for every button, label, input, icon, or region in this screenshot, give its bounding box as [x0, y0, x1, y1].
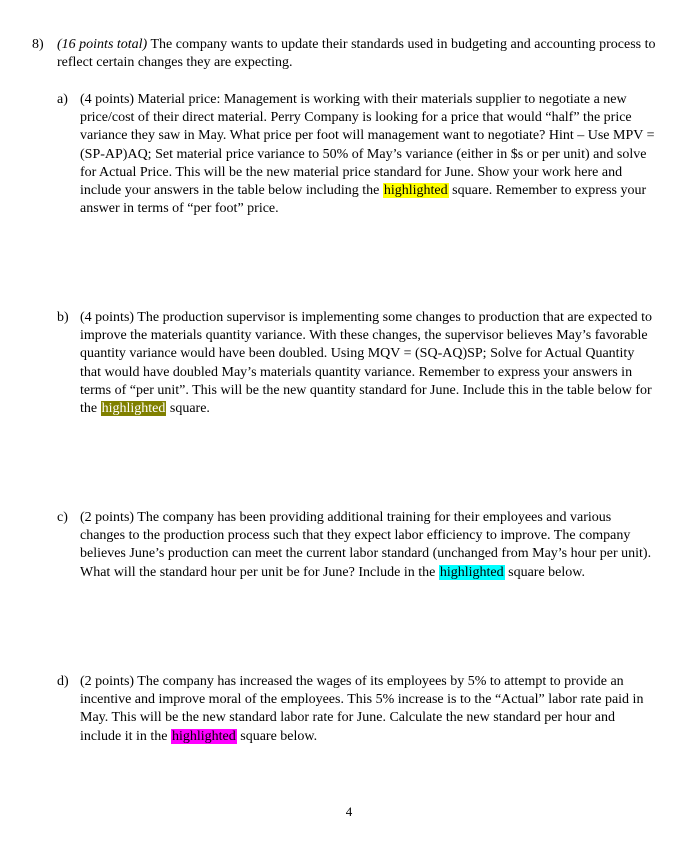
part-b-label: b) — [57, 310, 69, 325]
part-c-text-after: square below. — [504, 564, 585, 580]
part-d-label: d) — [57, 674, 69, 689]
part-c — [57, 509, 657, 582]
part-d-text-after: square below. — [236, 728, 318, 744]
part-c-label: c) — [57, 510, 68, 525]
page-number: 4 — [345, 804, 353, 819]
part-a-text-after: square. Remember to express your answer in terms of “per foot” price. — [80, 183, 647, 217]
part-c-highlight: highlighted — [439, 564, 504, 580]
question-number: 8) — [32, 37, 44, 52]
part-c-text-before: (2 points) The company has been providing additional training for their employees and various changes to the production process such that they expect labor efficiency to improve. The company believes June’s production can meet the current labor standard (unchanged from May’s hour per unit). What will the standard hour per unit be for June? Include in the — [80, 510, 652, 580]
part-a-text-before: (4 points) Material price: Management is working with their materials supplier to negotiate a new price/cost of their direct material. Perry Company is looking for a price that would “half” the price variance they saw in May. What price per foot will management want to negotiate? Hint – Use MPV = (SP-AP)AQ; Set material price variance to 50% of May’s variance (either in $s or per unit) and solve for Actual Price. This will be the new material price standard for June. Show your work here and include your answers in the table below including the — [80, 92, 655, 199]
question-intro — [57, 36, 662, 72]
part-d-text — [80, 673, 657, 746]
part-a — [57, 91, 657, 218]
part-a-label: a) — [57, 92, 68, 107]
part-d — [57, 673, 657, 746]
part-d-highlight: highlighted — [171, 728, 236, 744]
question-points: (16 points total) — [57, 37, 148, 52]
part-b-text — [80, 309, 657, 418]
part-c-text — [80, 509, 657, 582]
question-intro-text: The company wants to update their standards used in budgeting and accounting process to reflect certain changes they are expecting. — [57, 37, 656, 71]
part-d-text-before: (2 points) The company has increased the wages of its employees by 5% to attempt to provide an incentive and improve moral of the employees. This 5% increase is to the “Actual” labor rate paid in May. This will be the new standard labor rate for June. Calculate the new standard per hour and include it in the — [80, 674, 644, 744]
part-a-highlight: highlighted — [383, 183, 448, 199]
part-b — [57, 309, 657, 418]
question-8 — [32, 36, 662, 72]
part-b-text-after: square. — [166, 401, 210, 417]
part-b-text-before: (4 points) The production supervisor is implementing some changes to production that are expected to improve the materials quantity variance. With these changes, the supervisor believes May’s favorable quantity variance would have been doubled. Using MQV = (SQ-AQ)SP; Solve for Actual Quantity that would have doubled May’s materials quantity variance. Remember to express your answers in terms of “per unit”. This will be the new quantity standard for June. Include this in the table below for the — [80, 310, 653, 417]
part-a-text — [80, 91, 657, 218]
part-b-highlight: highlighted — [101, 401, 166, 417]
